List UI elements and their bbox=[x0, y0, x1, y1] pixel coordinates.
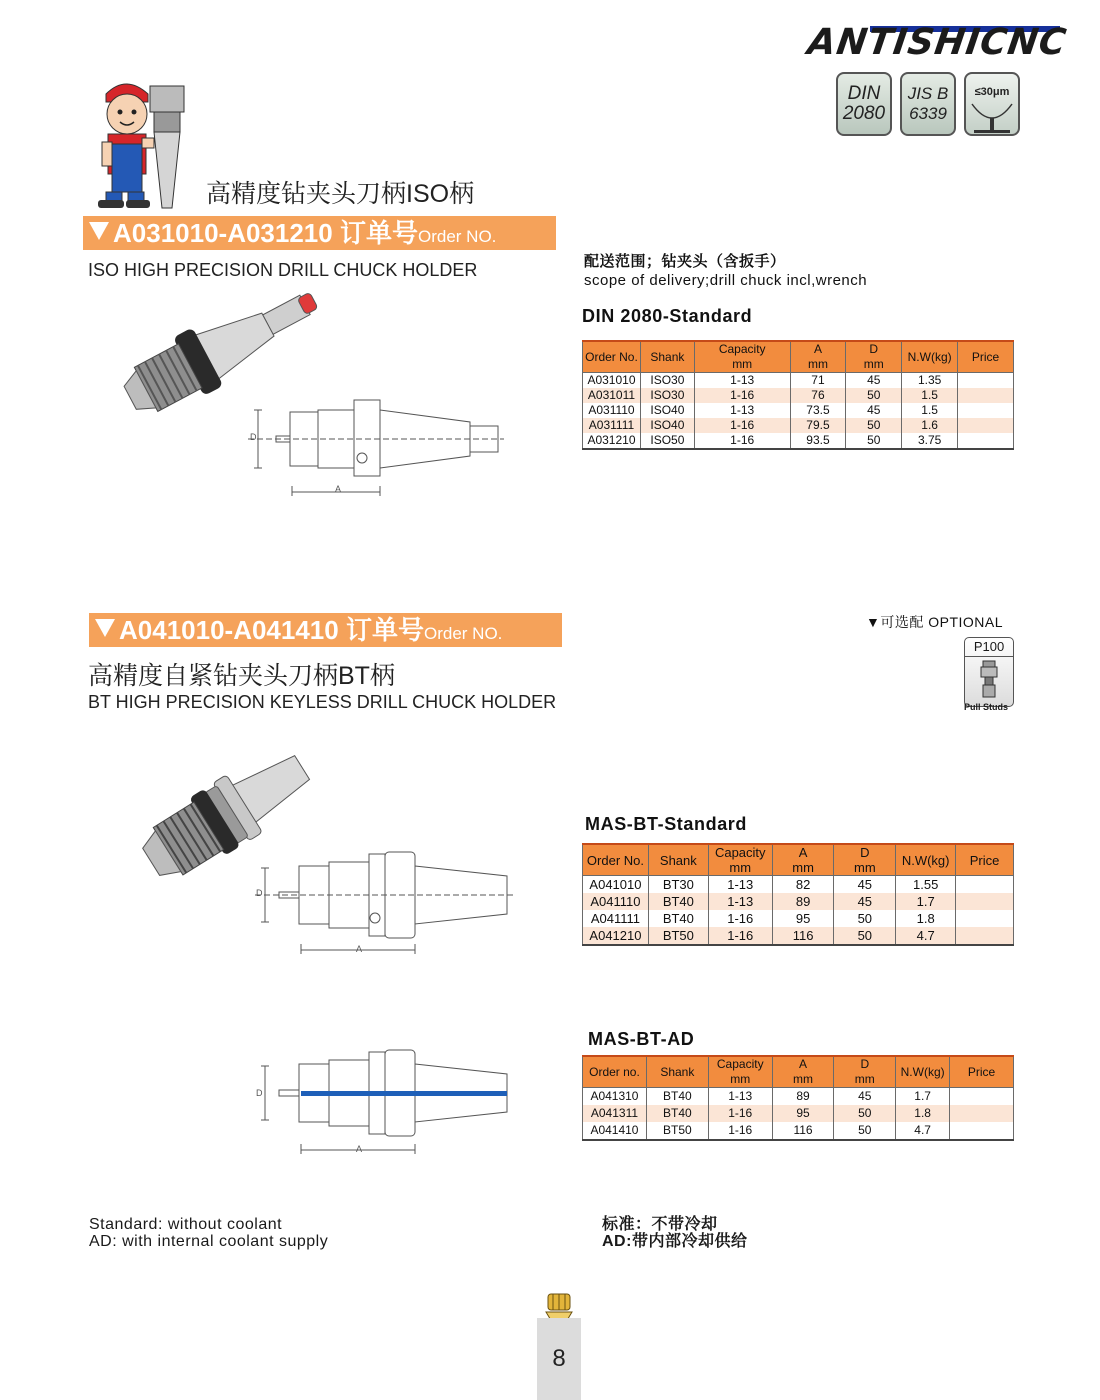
runout-badge: ≤30μm bbox=[964, 72, 1020, 136]
table-row: A031110 ISO40 1-13 73.5 45 1.5 bbox=[583, 403, 1014, 418]
table-row: A031210 ISO50 1-16 93.5 50 3.75 bbox=[583, 433, 1014, 449]
dim-label-d: D bbox=[256, 888, 263, 898]
col-price: Price bbox=[956, 844, 1014, 876]
footer-note-cn: 标准：不带冷却 AD:带内部冷却供给 bbox=[602, 1216, 748, 1250]
mas-bt-ad-table-title: MAS-BT-AD bbox=[588, 1029, 695, 1049]
table-row: A041311 BT40 1-16 95 50 1.8 bbox=[583, 1105, 1014, 1122]
col-a: A mm bbox=[772, 1056, 834, 1088]
col-capacity: Capacity mm bbox=[708, 844, 772, 876]
table-row: A041110 BT40 1-13 89 45 1.7 bbox=[583, 893, 1014, 910]
col-capacity: Capacity mm bbox=[708, 1056, 772, 1088]
table-row: A041310 BT40 1-13 89 45 1.7 bbox=[583, 1088, 1014, 1106]
dim-label-d: D bbox=[250, 432, 257, 442]
page-number: 8 bbox=[537, 1318, 581, 1400]
col-shank: Shank bbox=[646, 1056, 708, 1088]
col-a: A mm bbox=[790, 341, 846, 373]
logo-text: ANTISHICNC bbox=[805, 22, 1070, 63]
dim-label-d: D bbox=[256, 1088, 263, 1098]
col-d: D mm bbox=[834, 844, 896, 876]
table-row: A031111 ISO40 1-16 79.5 50 1.6 bbox=[583, 418, 1014, 433]
mas-bt-standard-table bbox=[582, 843, 1014, 946]
table-row: A041410 BT50 1-16 116 50 4.7 bbox=[583, 1122, 1014, 1140]
col-price: Price bbox=[950, 1056, 1014, 1088]
iso-holder-drawing bbox=[248, 396, 504, 498]
coolant-channel-line bbox=[301, 1091, 507, 1096]
dim-label-a: A bbox=[356, 1144, 363, 1154]
table-row: A041111 BT40 1-16 95 50 1.8 bbox=[583, 910, 1014, 927]
pull-stud-icon bbox=[965, 657, 1013, 701]
runout-gauge-icon bbox=[966, 102, 1018, 138]
brand-logo bbox=[805, 22, 1070, 70]
dim-label-a: A bbox=[356, 944, 363, 954]
bt-holder-drawing bbox=[255, 848, 513, 958]
col-d: D mm bbox=[846, 341, 902, 373]
col-order-no: Order No. bbox=[583, 844, 649, 876]
din-standard-badge: DIN 2080 bbox=[836, 72, 892, 136]
din-table-title: DIN 2080-Standard bbox=[582, 306, 753, 326]
col-order-no: Order No. bbox=[583, 341, 641, 373]
pull-stud-badge: P100 bbox=[964, 637, 1014, 707]
mas-bt-table-title: MAS-BT-Standard bbox=[585, 814, 747, 834]
section2-order-banner: A041010-A041410 订单号Order NO. bbox=[89, 613, 562, 647]
table-row: A031011 ISO30 1-16 76 50 1.5 bbox=[583, 388, 1014, 403]
jis-standard-badge: JIS B 6339 bbox=[900, 72, 956, 136]
table-row: A041010 BT30 1-13 82 45 1.55 bbox=[583, 876, 1014, 894]
section1-title-cn: 高精度钻夹头刀柄ISO柄 bbox=[206, 180, 475, 208]
mascot-icon bbox=[92, 72, 202, 212]
pull-stud-caption: Pull Studs bbox=[964, 702, 1009, 712]
col-order-no: Order no. bbox=[583, 1056, 647, 1088]
col-d: D mm bbox=[834, 1056, 896, 1088]
delivery-scope-cn: 配送范围；钻夹头（含扳手） bbox=[584, 253, 786, 270]
triangle-down-icon bbox=[89, 222, 109, 240]
section1-order-banner: A031010-A031210 订单号Order NO. bbox=[83, 216, 556, 250]
triangle-down-icon: ▼ bbox=[866, 614, 881, 630]
footer-note-en: Standard: without coolant AD: with internal coolant supply bbox=[89, 1216, 329, 1250]
triangle-down-icon bbox=[95, 619, 115, 637]
dim-label-a: A bbox=[335, 484, 342, 494]
col-shank: Shank bbox=[640, 341, 694, 373]
optional-label: ▼可选配 OPTIONAL bbox=[866, 614, 1004, 630]
col-weight: N.W(kg) bbox=[896, 1056, 950, 1088]
col-shank: Shank bbox=[648, 844, 708, 876]
table-row: A041210 BT50 1-16 116 50 4.7 bbox=[583, 927, 1014, 945]
din-2080-table bbox=[582, 340, 1014, 450]
col-weight: N.W(kg) bbox=[896, 844, 956, 876]
col-price: Price bbox=[958, 341, 1014, 373]
section2-title-en: BT HIGH PRECISION KEYLESS DRILL CHUCK HOLDER bbox=[88, 692, 557, 712]
table-row: A031010 ISO30 1-13 71 45 1.35 bbox=[583, 373, 1014, 389]
section2-title-cn: 高精度自紧钻夹头刀柄BT柄 bbox=[88, 662, 395, 690]
section1-title-en: ISO HIGH PRECISION DRILL CHUCK HOLDER bbox=[88, 260, 478, 280]
col-weight: N.W(kg) bbox=[902, 341, 958, 373]
col-a: A mm bbox=[772, 844, 834, 876]
bt-ad-holder-drawing bbox=[255, 1046, 513, 1158]
mas-bt-ad-table bbox=[582, 1055, 1014, 1141]
delivery-scope-en: scope of delivery;drill chuck incl,wrench bbox=[584, 272, 868, 289]
col-capacity: Capacity mm bbox=[694, 341, 790, 373]
